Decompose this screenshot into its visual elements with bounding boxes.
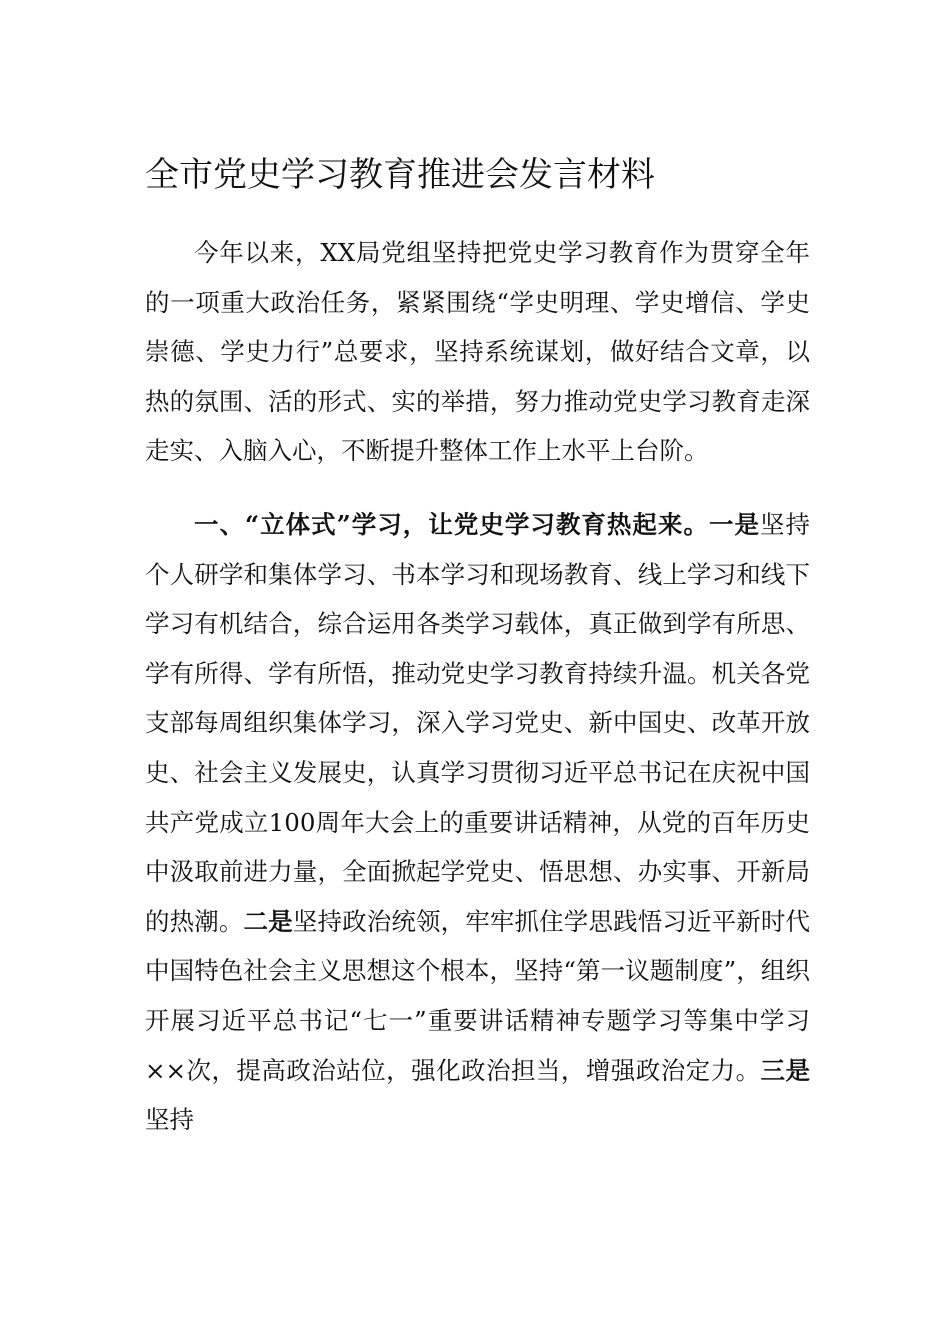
document-title: 全市党史学习教育推进会发言材料 [145, 154, 655, 195]
point-three-text: 坚持 [145, 1105, 194, 1135]
point-one-label: 一是 [708, 509, 760, 539]
intro-text: 今年以来，XX局党组坚持把党史学习教育作为贯穿全年的一项重大政治任务，紧紧围绕“学史明理、学史增信、学史崇德、学史力行”总要求，坚持系统谋划，做好结合文章，以热的氛围、活的形式、实的举措，努力推动党史学习教育走深走实、入脑入心，不断提升整体工作上水平上台阶。 [145, 238, 810, 466]
point-two-text: 坚持政治统领，牢牢抓住学思践悟习近平新时代中国特色社会主义思想这个根本，坚持“第一议题制度”，组织开展习近平总书记“七一”重要讲话精神专题学习等集中学习××次，提高政治站位，强化政治担当，增强政治定力。 [145, 906, 811, 1085]
section-one-heading: 一、“立体式”学习，让党史学习教育热起来。 [194, 509, 709, 539]
point-two-label: 二是 [243, 906, 293, 936]
point-one-text: 坚持个人研学和集体学习、书本学习和现场教育、线上学习和线下学习有机结合，综合运用各类学习载体，真正做到学有所思、学有所得、学有所悟，推动党史学习教育持续升温。机关各党支部每周组织集体学习，深入学习党史、新中国史、改革开放史、社会主义发展史，认真学习贯彻习近平总书记在庆祝中国共产党成立100周年大会上的重要讲话精神，从党的百年历史中汲取前进力量，全面掀起学党史、悟思想、办实事、开新局的热潮。 [145, 509, 811, 936]
intro-paragraph [145, 228, 810, 476]
section-one-paragraph [145, 500, 810, 1145]
document-body [145, 228, 810, 1145]
point-three-label: 三是 [760, 1055, 811, 1085]
